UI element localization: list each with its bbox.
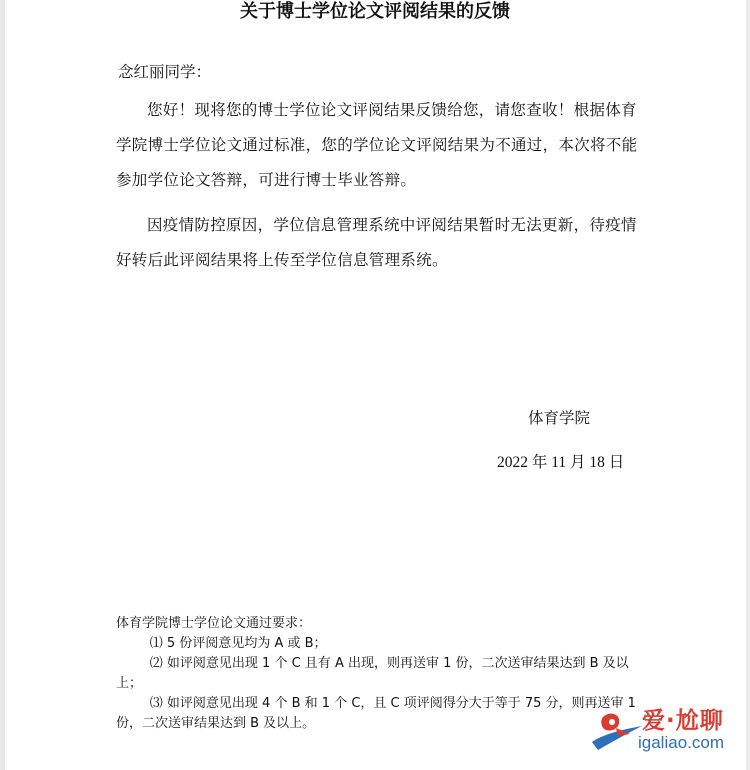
signature: 体育学院 bbox=[528, 409, 591, 427]
watermark-name: 爱·尬聊 bbox=[642, 708, 724, 734]
page-edge-right bbox=[746, 0, 750, 770]
requirements-notes bbox=[116, 614, 636, 734]
requirement-item: ⑴ 5 份评阅意见均为 A 或 B； bbox=[149, 636, 327, 651]
date: 2022 年 11 月 18 日 bbox=[497, 454, 625, 471]
watermark bbox=[586, 698, 750, 758]
requirement-item: ⑶ 如评阅意见出现 4 个 B 和 1 个 C，且 C 项评阅得分大于等于 75 分，则再送审 1 份，二次送审结果达到 B 及以上。 bbox=[116, 696, 636, 731]
body-paragraph-2: 因疫情防控原因，学位信息管理系统中评阅结果暂时无法更新，待疫情好转后此评阅结果将上传至学位信息管理系统。 bbox=[116, 216, 637, 269]
body-paragraph-1: 您好！现将您的博士学位论文评阅结果反馈给您，请您查收！根据体育学院博士学位论文通过标准，您的学位论文评阅结果为不通过，本次将不能参加学位论文答辩，可进行博士毕业答辩。 bbox=[116, 101, 638, 189]
document-title: 关于博士学位论文评阅结果的反馈 bbox=[240, 1, 510, 22]
watermark-url: igaliao.com bbox=[638, 733, 724, 752]
requirements-title: 体育学院博士学位论文通过要求： bbox=[116, 616, 312, 631]
page-edge-left bbox=[0, 0, 5, 770]
requirement-item: ⑵ 如评阅意见出现 1 个 C 且有 A 出现，则再送审 1 份，二次送审结果达到 B 及以上； bbox=[116, 656, 629, 691]
watermark-logo-icon bbox=[586, 704, 646, 754]
salutation: 念红丽同学： bbox=[118, 63, 212, 81]
